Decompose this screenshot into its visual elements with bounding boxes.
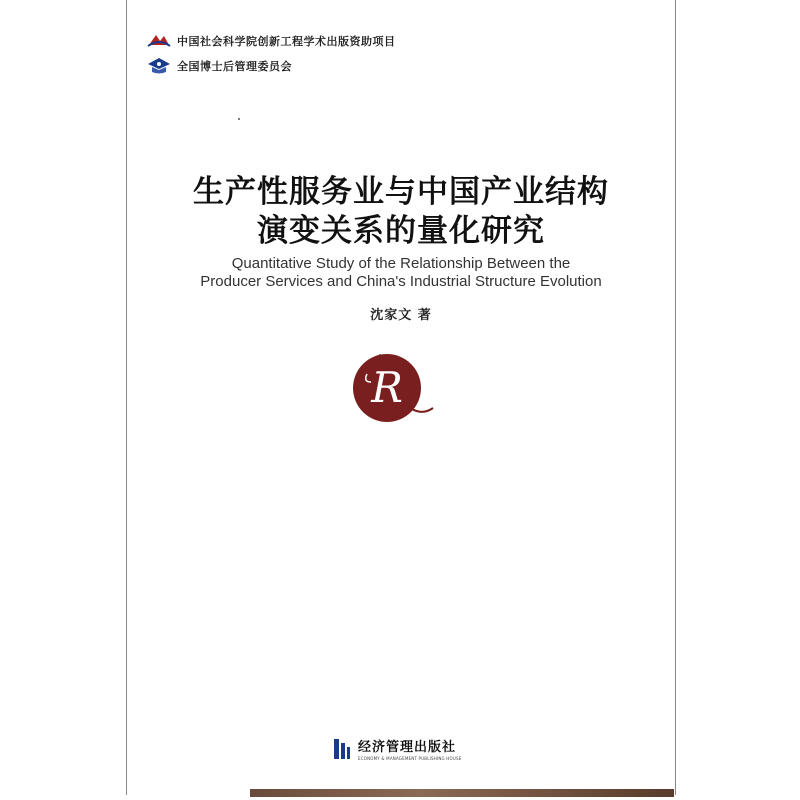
emblem-letter: R: [371, 363, 403, 412]
series-emblem-r-icon: [353, 352, 443, 424]
publisher-logo-icon: [332, 737, 352, 761]
sponsor-cass: [147, 33, 396, 49]
back-cover-strip: [250, 789, 674, 797]
postdoc-committee-logo-icon: [147, 57, 171, 75]
title-chinese-line-1: 生产性服务业与中国产业结构: [193, 174, 609, 210]
cass-logo-icon: [147, 33, 171, 49]
sponsor-label: 全国博士后管理委员会: [177, 60, 292, 73]
publisher-name-cn: 经济管理出版社: [358, 740, 457, 755]
publisher: [332, 736, 461, 761]
sponsor-postdoc: [147, 57, 292, 75]
title-english-line-2: Producer Services and China's Industrial Structure Evolution: [200, 273, 602, 290]
author: 沈家文 著: [370, 308, 432, 323]
sponsor-label: 中国社会科学院创新工程学术出版资助项目: [177, 35, 396, 48]
book-cover: [126, 0, 676, 795]
title-english-line-1: Quantitative Study of the Relationship Between the: [231, 255, 571, 272]
publisher-name-en: ECONOMY & MANAGEMENT PUBLISHING HOUSE: [358, 756, 462, 761]
title-chinese-line-2: 演变关系的量化研究: [257, 213, 545, 249]
speck: [238, 118, 240, 120]
